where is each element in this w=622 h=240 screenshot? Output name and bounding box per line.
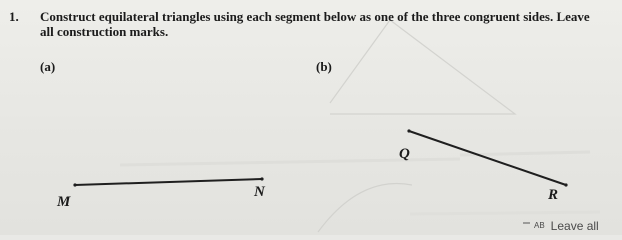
point-r-label: R <box>548 187 559 203</box>
question-instruction: Construct equilateral triangles using each segment below as one of the three congruent sides. Leave all construction marks. <box>40 9 590 39</box>
segment-mn <box>75 179 262 185</box>
point-n-label: N <box>254 184 265 200</box>
footer-leave-all: Leave all <box>550 219 599 233</box>
question-number: 1. <box>9 9 19 24</box>
part-a-label: (a) <box>40 59 56 74</box>
part-b-label: (b) <box>316 59 332 74</box>
point-n-dot <box>260 177 263 180</box>
footer-overline-text: AB <box>534 221 545 230</box>
point-m-dot <box>73 183 76 186</box>
point-m-label: M <box>57 194 71 210</box>
bleed-through-arc <box>318 184 412 232</box>
point-q-label: Q <box>399 146 410 162</box>
footer-text-fragment <box>534 219 599 233</box>
point-q-dot <box>407 129 410 132</box>
point-r-dot <box>564 183 567 186</box>
bleed-through-text-line <box>410 212 600 214</box>
